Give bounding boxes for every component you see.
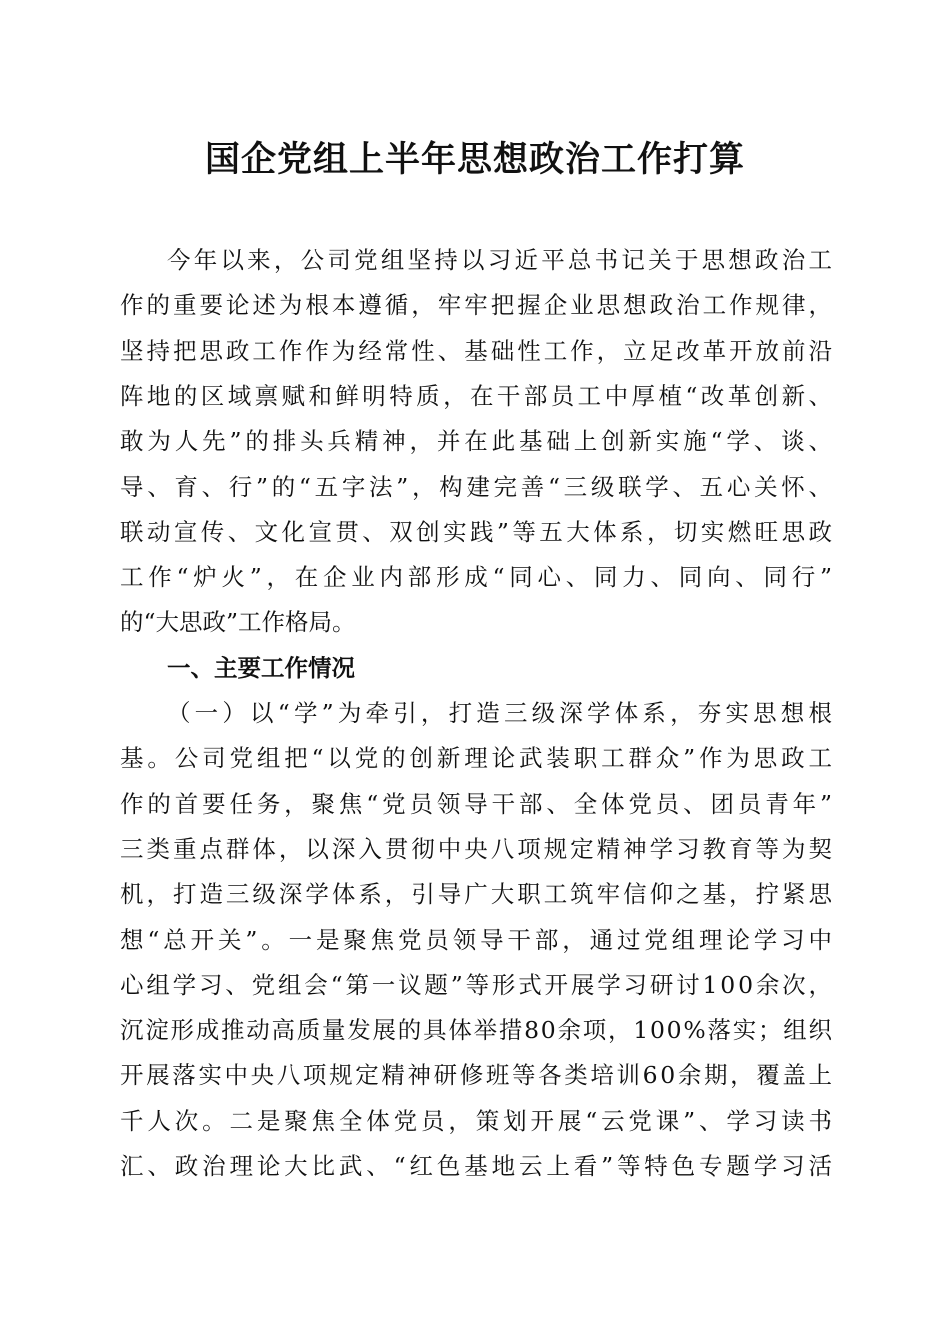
paragraph-line [0,465,950,509]
line-text: 坚持把思政工作作为经常性、基础性工作，立足改革开放前沿 [120,336,835,365]
line-text: 千人次。二是聚焦全体党员，策划开展“云党课”、学习读书 [120,1106,836,1135]
section-heading [0,646,950,690]
line-text: 机，打造三级深学体系，引导广大职工筑牢信仰之基，拧紧思 [120,880,835,909]
line-text: 联动宣传、文化宣贯、双创实践”等五大体系，切实燃旺思政 [120,517,836,546]
paragraph-line [0,1099,950,1143]
paragraph-line [0,555,950,599]
paragraph-line [0,419,950,463]
paragraph-line [0,510,950,554]
line-text: 导、育、行”的“五字法”，构建完善“三级联学、五心关怀、 [120,472,836,501]
line-text: 的“大思政”工作格局。 [120,608,356,637]
document-title: 国企党组上半年思想政治工作打算 [204,139,745,180]
paragraph-line [0,1144,950,1188]
line-text: 今年以来，公司党组坚持以习近平总书记关于思想政治工 [167,246,836,274]
paragraph-line [0,329,950,373]
paragraph-line [0,782,950,826]
line-text: 开展落实中央八项规定精神研修班等各类培训60余期，覆盖上 [120,1061,835,1090]
line-text: 工作“炉火”，在企业内部形成“同心、同力、同向、同行” [120,563,837,592]
line-text: （一）以“学”为牵引，打造三级深学体系，夯实思想根 [167,699,837,727]
line-text: 作的重要论述为根本遵循，牢牢把握企业思想政治工作规律， [120,291,835,320]
line-text: 阵地的区域禀赋和鲜明特质，在干部员工中厚植“改革创新、 [120,381,836,410]
paragraph-line [0,283,950,327]
paragraph-line [0,827,950,871]
paragraph-line [0,963,950,1007]
line-text: 敢为人先”的排头兵精神，并在此基础上创新实施“学、谈、 [120,427,836,456]
line-text: 一、主要工作情况 [167,653,355,682]
paragraph-line [0,918,950,962]
paragraph-line [0,238,950,282]
line-text: 想“总开关”。一是聚焦党员领导干部，通过党组理论学习中 [120,925,836,954]
line-text: 心组学习、党组会“第一议题”等形式开展学习研讨100余次， [120,970,835,999]
paragraph-line [0,1053,950,1097]
paragraph-line [0,736,950,780]
line-text: 三类重点群体，以深入贯彻中央八项规定精神学习教育等为契 [120,834,835,863]
line-text: 作的首要任务，聚焦“党员领导干部、全体党员、团员青年” [120,789,836,818]
line-text: 沉淀形成推动高质量发展的具体举措80余项，100%落实；组织 [120,1016,834,1045]
paragraph-line [0,600,950,644]
paragraph-line [0,872,950,916]
paragraph-line [0,374,950,418]
line-text: 基。公司党组把“以党的创新理论武装职工群众”作为思政工 [120,744,836,773]
paragraph-line [0,1008,950,1052]
paragraph-line [0,691,950,735]
line-text: 汇、政治理论大比武、“红色基地云上看”等特色专题学习活 [120,1152,836,1180]
